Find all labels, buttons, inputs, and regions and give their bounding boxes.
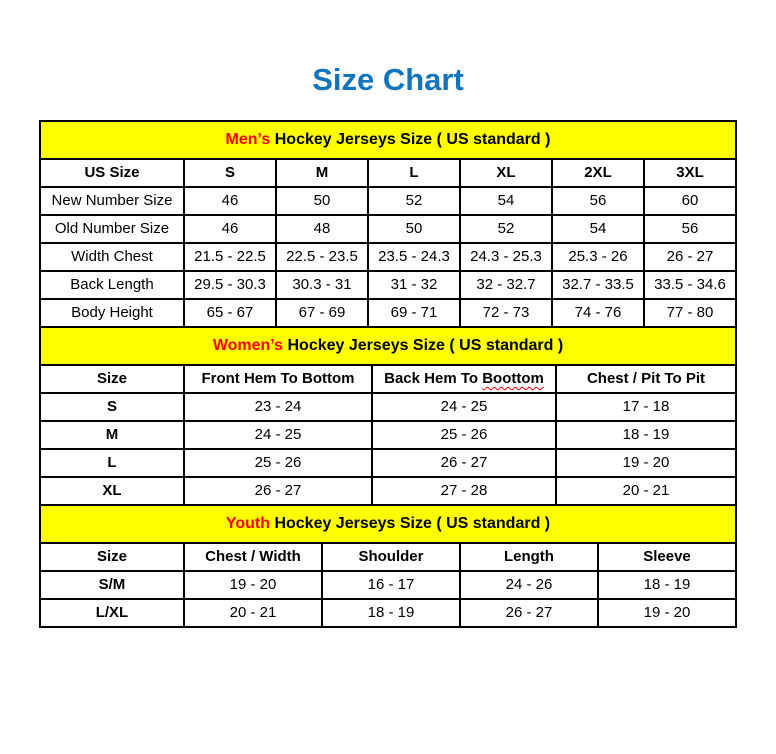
value-cell: 23.5 - 24.3 <box>368 243 460 271</box>
column-header: Size <box>40 543 184 571</box>
value-cell: 46 <box>184 187 276 215</box>
column-header: L <box>368 159 460 187</box>
column-header: 3XL <box>644 159 736 187</box>
row-label: Back Length <box>40 271 184 299</box>
value-cell: 74 - 76 <box>552 299 644 327</box>
row-label: M <box>40 421 184 449</box>
value-cell: 26 - 27 <box>184 477 372 505</box>
row-label: L/XL <box>40 599 184 627</box>
band-rest-text: Hockey Jerseys Size ( US standard ) <box>274 514 551 532</box>
page-title: Size Chart <box>312 62 464 97</box>
value-cell: 24 - 25 <box>372 393 556 421</box>
table-row <box>40 477 736 505</box>
value-cell: 54 <box>460 187 552 215</box>
column-header: Back Hem To Boottom <box>372 365 556 393</box>
value-cell: 29.5 - 30.3 <box>184 271 276 299</box>
value-cell: 24 - 25 <box>184 421 372 449</box>
band-accent-text: Youth <box>225 514 270 532</box>
value-cell: 33.5 - 34.6 <box>644 271 736 299</box>
band-rest-text: Hockey Jerseys Size ( US standard ) <box>274 130 551 148</box>
value-cell: 26 - 27 <box>460 599 598 627</box>
mens-band-title <box>40 121 736 159</box>
value-cell: 18 - 19 <box>598 571 736 599</box>
column-header: US Size <box>40 159 184 187</box>
value-cell: 31 - 32 <box>368 271 460 299</box>
value-cell: 56 <box>552 187 644 215</box>
band-accent-text: Women’s <box>212 336 284 354</box>
row-label: Old Number Size <box>40 215 184 243</box>
value-cell: 32.7 - 33.5 <box>552 271 644 299</box>
value-cell: 20 - 21 <box>184 599 322 627</box>
value-cell: 30.3 - 31 <box>276 271 368 299</box>
value-cell: 72 - 73 <box>460 299 552 327</box>
value-cell: 52 <box>368 187 460 215</box>
womens-band-title <box>40 327 736 365</box>
row-label: S <box>40 393 184 421</box>
youth-size-table <box>39 504 737 628</box>
table-row <box>40 393 736 421</box>
table-row <box>40 187 736 215</box>
value-cell: 32 - 32.7 <box>460 271 552 299</box>
value-cell: 18 - 19 <box>556 421 736 449</box>
value-cell: 19 - 20 <box>556 449 736 477</box>
value-cell: 67 - 69 <box>276 299 368 327</box>
column-header: Size <box>40 365 184 393</box>
value-cell: 60 <box>644 187 736 215</box>
column-header: Shoulder <box>322 543 460 571</box>
row-label: Width Chest <box>40 243 184 271</box>
value-cell: 18 - 19 <box>322 599 460 627</box>
womens-size-table <box>39 326 737 506</box>
misspelled-word: Boottom <box>482 370 544 388</box>
table-row <box>40 299 736 327</box>
value-cell: 24.3 - 25.3 <box>460 243 552 271</box>
youth-band-title <box>40 505 736 543</box>
value-cell: 21.5 - 22.5 <box>184 243 276 271</box>
row-label: New Number Size <box>40 187 184 215</box>
value-cell: 54 <box>552 215 644 243</box>
value-cell: 50 <box>368 215 460 243</box>
column-header: Sleeve <box>598 543 736 571</box>
value-cell: 65 - 67 <box>184 299 276 327</box>
value-cell: 52 <box>460 215 552 243</box>
value-cell: 27 - 28 <box>372 477 556 505</box>
band-rest-text: Hockey Jerseys Size ( US standard ) <box>287 336 564 354</box>
row-label: XL <box>40 477 184 505</box>
column-header: Front Hem To Bottom <box>184 365 372 393</box>
table-row <box>40 243 736 271</box>
table-row <box>40 599 736 627</box>
column-header: Chest / Pit To Pit <box>556 365 736 393</box>
mens-size-table <box>39 120 737 328</box>
table-row <box>40 271 736 299</box>
value-cell: 26 - 27 <box>644 243 736 271</box>
column-header: Length <box>460 543 598 571</box>
column-header: M <box>276 159 368 187</box>
value-cell: 19 - 20 <box>184 571 322 599</box>
value-cell: 77 - 80 <box>644 299 736 327</box>
value-cell: 50 <box>276 187 368 215</box>
row-label: L <box>40 449 184 477</box>
value-cell: 22.5 - 23.5 <box>276 243 368 271</box>
column-header: XL <box>460 159 552 187</box>
value-cell: 24 - 26 <box>460 571 598 599</box>
value-cell: 20 - 21 <box>556 477 736 505</box>
row-label: S/M <box>40 571 184 599</box>
band-accent-text: Men’s <box>225 130 271 148</box>
table-row <box>40 449 736 477</box>
column-header: S <box>184 159 276 187</box>
table-row <box>40 421 736 449</box>
table-row <box>40 215 736 243</box>
column-header: Chest / Width <box>184 543 322 571</box>
column-header: 2XL <box>552 159 644 187</box>
value-cell: 25 - 26 <box>184 449 372 477</box>
value-cell: 25 - 26 <box>372 421 556 449</box>
value-cell: 26 - 27 <box>372 449 556 477</box>
value-cell: 25.3 - 26 <box>552 243 644 271</box>
table-row <box>40 571 736 599</box>
row-label: Body Height <box>40 299 184 327</box>
value-cell: 69 - 71 <box>368 299 460 327</box>
value-cell: 16 - 17 <box>322 571 460 599</box>
value-cell: 19 - 20 <box>598 599 736 627</box>
value-cell: 48 <box>276 215 368 243</box>
value-cell: 17 - 18 <box>556 393 736 421</box>
value-cell: 46 <box>184 215 276 243</box>
value-cell: 23 - 24 <box>184 393 372 421</box>
value-cell: 56 <box>644 215 736 243</box>
